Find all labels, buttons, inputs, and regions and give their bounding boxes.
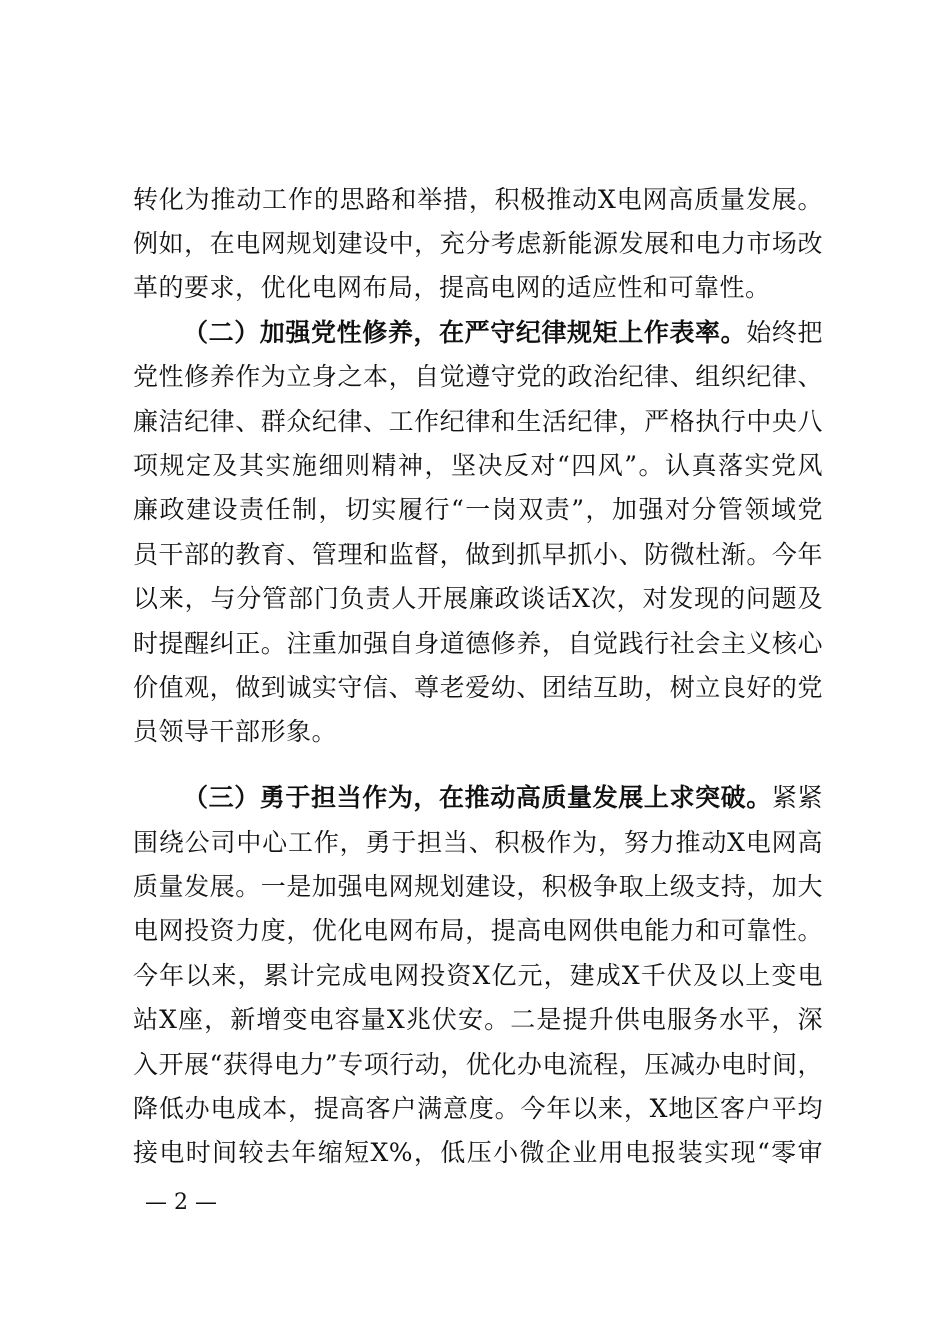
body-line: 员领导干部形象。 (133, 717, 338, 746)
body-line: 质量发展。一是加强电网规划建设，积极争取上级支持，加大 (133, 872, 823, 901)
body-line: 围绕公司中心工作，勇于担当、积极作为，努力推动X电网高 (133, 828, 823, 857)
body-line: 革的要求，优化电网布局，提高电网的适应性和可靠性。 (133, 273, 771, 302)
section-2-first-line (183, 313, 823, 353)
section-3-first-line (183, 778, 823, 818)
body-line: 降低办电成本，提高客户满意度。今年以来，X地区客户平均 (133, 1094, 823, 1123)
body-line: 时提醒纠正。注重加强自身道德修养，自觉践行社会主义核心 (133, 629, 823, 658)
body-line: 以来，与分管部门负责人开展廉政谈话X次，对发现的问题及 (133, 584, 823, 613)
body-line: 接电时间较去年缩短X%，低压小微企业用电报装实现“零审 (133, 1138, 823, 1167)
body-line: 廉洁纪律、群众纪律、工作纪律和生活纪律，严格执行中央八 (133, 407, 823, 436)
body-line: 转化为推动工作的思路和举措，积极推动X电网高质量发展。 (133, 185, 823, 214)
body-line: 员干部的教育、管理和监督，做到抓早抓小、防微杜渐。今年 (133, 540, 823, 569)
section-2-lead: 始终把 (746, 318, 823, 347)
body-line: 党性修养作为立身之本，自觉遵守党的政治纪律、组织纪律、 (133, 362, 823, 391)
page-number: — 2 — (145, 1190, 217, 1215)
section-3-lead: 紧紧 (771, 783, 823, 812)
body-line: 电网投资力度，优化电网布局，提高电网供电能力和可靠性。 (133, 916, 823, 945)
body-line: 廉政建设责任制，切实履行“一岗双责”，加强对分管领域党 (133, 495, 823, 524)
body-line: 今年以来，累计完成电网投资X亿元，建成X千伏及以上变电 (133, 961, 823, 990)
body-line: 站X座，新增变电容量X兆伏安。二是提升供电服务水平，深 (133, 1005, 823, 1034)
body-line: 项规定及其实施细则精神，坚决反对“四风”。认真落实党风 (133, 451, 823, 480)
section-2-heading: （二）加强党性修养，在严守纪律规矩上作表率。 (183, 318, 747, 347)
body-line: 例如，在电网规划建设中，充分考虑新能源发展和电力市场改 (133, 229, 823, 258)
body-line: 价值观，做到诚实守信、尊老爱幼、团结互助，树立良好的党 (133, 673, 823, 702)
body-line: 入开展“获得电力”专项行动，优化办电流程，压减办电时间， (133, 1050, 823, 1079)
section-3-heading: （三）勇于担当作为，在推动高质量发展上求突破。 (183, 783, 772, 812)
